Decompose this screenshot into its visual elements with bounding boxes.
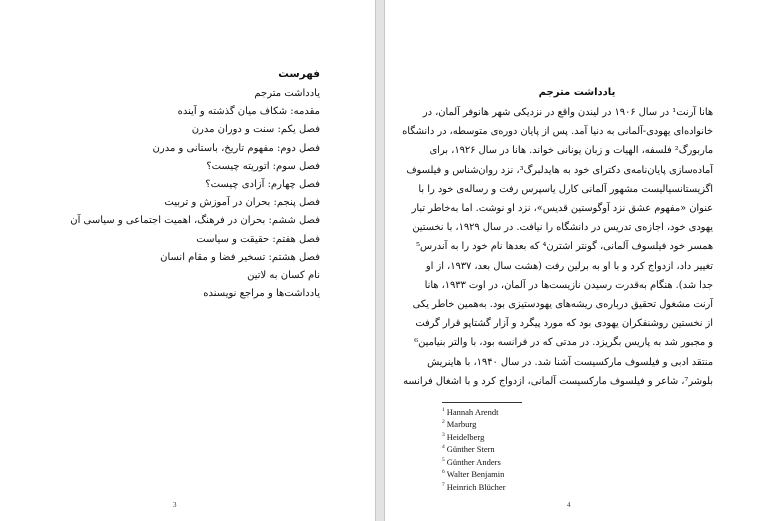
toc-item[interactable]: مقدمه: شکاف میان گذشته و آینده — [177, 106, 320, 118]
text-line: از نخستین روشنفکران یهودی بود که مورد پیگرد و آزار گشتاپو قرار گرفت — [415, 318, 713, 330]
footnote-number: 7 — [442, 481, 445, 488]
text-line: یهودی خود، اجازه‌ی تدریس در دانشگاه را نیافت. در سال ۱۹۲۹، با نخستین — [412, 222, 713, 234]
page-left — [0, 0, 376, 521]
toc-item[interactable]: فصل هشتم: تسخیر فضا و مقام انسان — [160, 251, 320, 263]
footnote — [442, 430, 506, 442]
footnote — [442, 455, 506, 467]
toc-item[interactable]: فصل ششم: بحران در فرهنگ، اهمیت اجتماعی و سیاسی آن — [70, 215, 320, 227]
footnote — [442, 405, 506, 417]
footnote-number: 3 — [442, 431, 445, 438]
toc-item[interactable]: فصل دوم: مفهوم تاریخ، باستانی و مدرن — [152, 142, 320, 154]
page-gutter — [376, 0, 384, 521]
toc-item[interactable]: فصل یکم: سنت و دوران مدرن — [191, 124, 320, 136]
footnote-text: Günther Anders — [446, 456, 501, 467]
footnote — [442, 467, 506, 479]
toc-item[interactable]: یادداشت مترجم — [254, 88, 320, 99]
toc-item[interactable]: فصل پنجم: بحران در آموزش و تربیت — [164, 197, 320, 209]
toc-item[interactable]: فصل هفتم: حقیقت و سیاست — [196, 233, 320, 245]
footnote-text: Walter Benjamin — [446, 468, 505, 479]
toc-item[interactable]: فصل سوم: اتوریته چیست؟ — [206, 160, 320, 172]
toc-item[interactable]: یادداشت‌ها و مراجع نویسنده — [203, 288, 320, 300]
footnote-text: Heidelberg — [446, 431, 485, 442]
footnotes — [442, 405, 506, 492]
toc-title: فهرست — [278, 68, 320, 80]
text-line: و مجبور شد به پاریس بگریزد. در مدتی که در فرانسه بود، با والتر بنیامین⁶ — [414, 337, 713, 349]
body-text — [402, 103, 713, 391]
footnote-number: 2 — [442, 419, 445, 426]
footnote — [442, 417, 506, 429]
text-line: ماربورگ² فلسفه، الهیات و زبان یونانی خواند. هانا در سال ۱۹۲۶، برای — [429, 145, 713, 157]
footnote-number: 4 — [442, 444, 445, 451]
text-line: اگزیستانسیالیست مشهور آلمانی کارل یاسپرس رفت و رساله‌ی خود را با — [418, 183, 713, 195]
footnote — [442, 480, 506, 492]
toc-item[interactable]: نام کسان به لاتین — [247, 270, 320, 282]
footnote-number: 5 — [442, 456, 445, 463]
table-of-contents — [70, 66, 320, 303]
page-number: 4 — [567, 501, 571, 509]
text-line: همسر خود فیلسوف آلمانی، گونتر اشترن⁴ که بعدها نام خود را به آندرس⁵ — [416, 241, 713, 253]
footnote-text: Marburg — [446, 419, 477, 430]
toc-item[interactable]: فصل چهارم: آزادی چیست؟ — [205, 179, 320, 191]
chapter-title: یادداشت مترجم — [538, 87, 616, 98]
footnote-text: Hannah Arendt — [446, 406, 499, 417]
text-line: جدا شد). هنگام به‌قدرت رسیدن نازیست‌ها در آلمان، در اوت ۱۹۳۳، هانا — [424, 279, 713, 291]
footnote-number: 1 — [442, 407, 445, 413]
page-number: 3 — [173, 501, 177, 509]
text-line: تغییر داد، ازدواج کرد و با او به برلین رفت (هشت سال بعد، ۱۹۳۷، از او — [425, 260, 713, 272]
footnote — [442, 442, 506, 454]
footnote-text: Heinrich Blücher — [446, 481, 506, 492]
text-line: عنوان «مفهوم عشق نزد آوگوستین قدیس»، نزد او نوشت. اما به‌خاطر تبار — [411, 203, 713, 215]
text-line: هانا آرنت¹ در سال ۱۹۰۶ در لیندن واقع در نزدیکی شهر هانوفر آلمان، در — [422, 107, 713, 118]
footnote-separator — [442, 402, 522, 403]
text-line: آرنت مشغول تحقیق درباره‌ی ریشه‌های یهودستیزی بود. به‌همین خاطر یکی — [412, 299, 713, 311]
footnote-text: Günther Stern — [446, 444, 495, 455]
footnote-number: 6 — [442, 469, 445, 476]
text-line: خانواده‌ای یهودی-آلمانی به دنیا آمد. پس از پایان دوره‌ی متوسطه، در دانشگاه — [402, 126, 713, 138]
text-line: منتقد ادبی و فیلسوف مارکسیست آشنا شد. در سال ۱۹۴۰، با هاینریش — [427, 356, 713, 368]
page-right — [384, 0, 768, 521]
text-line: آماده‌سازی پایان‌نامه‌ی دکترای خود به هایدلبرگ³، نزد روان‌شناس و فیلسوف — [406, 164, 713, 176]
text-line: بلوشر⁷، شاعر و فیلسوف مارکسیست آلمانی، ازدواج کرد و با اشغال فرانسه — [403, 375, 713, 387]
